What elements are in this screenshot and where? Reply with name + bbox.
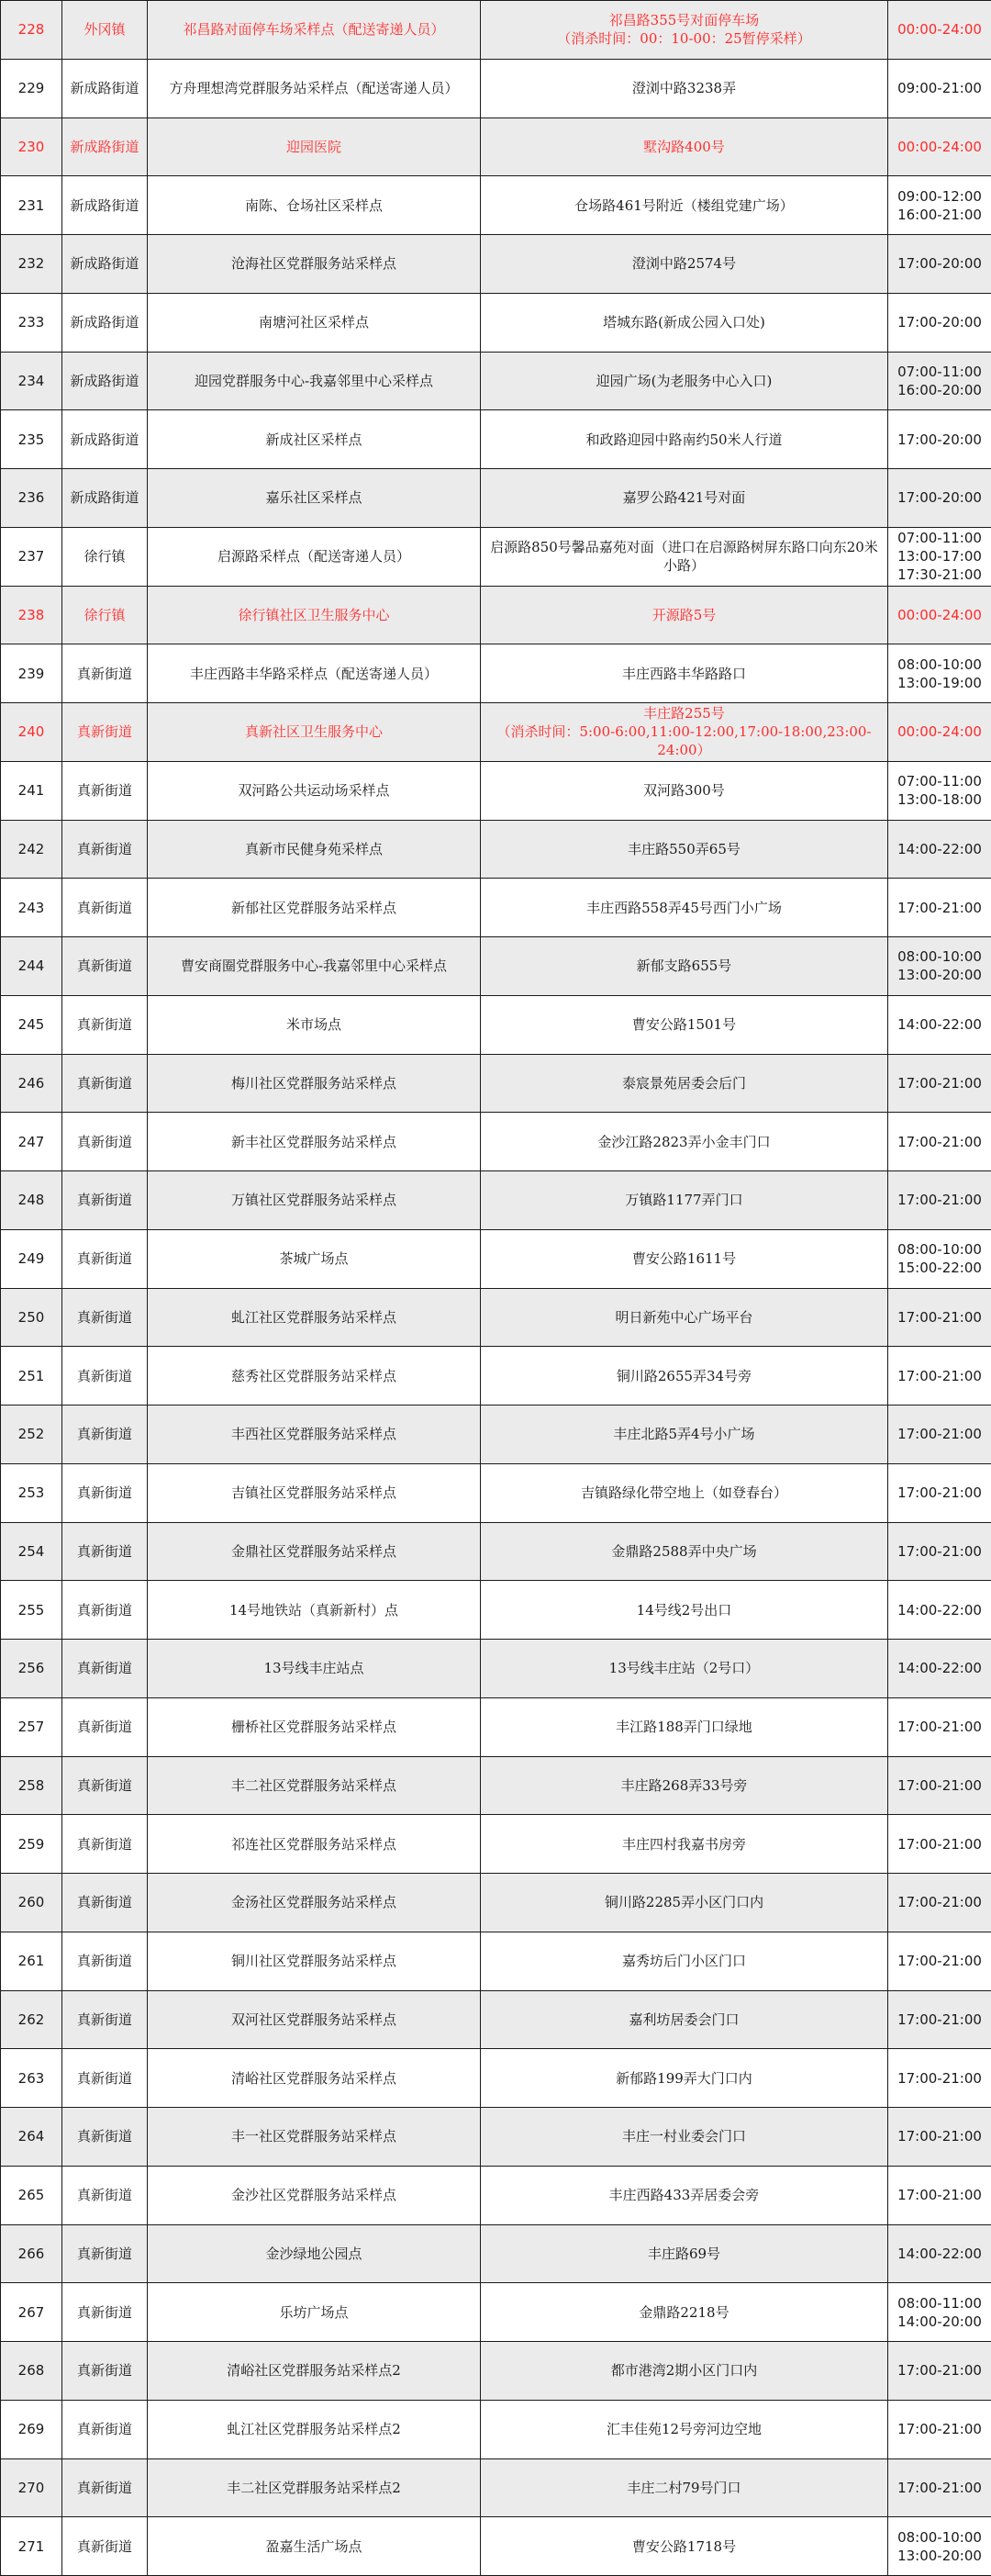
opening-hours-cell: 14:00-22:00 (888, 1581, 991, 1640)
opening-hours-cell: 00:00-24:00 (888, 118, 991, 176)
opening-hours-cell: 17:00-20:00 (888, 293, 991, 352)
opening-hours-cell: 17:00-21:00 (888, 1113, 991, 1171)
opening-hours-cell: 17:00-20:00 (888, 469, 991, 528)
town-cell: 真新街道 (62, 879, 148, 937)
site-number-cell: 253 (1, 1463, 62, 1522)
town-cell: 真新街道 (62, 2517, 148, 2576)
table-row (1, 1522, 991, 1581)
opening-hours-cell: 17:00-21:00 (888, 1522, 991, 1581)
address-cell: 铜川路2655弄34号旁 (481, 1347, 888, 1406)
site-number-cell: 232 (1, 235, 62, 294)
town-cell: 真新街道 (62, 1347, 148, 1406)
site-name-cell: 盈嘉生活广场点 (148, 2517, 481, 2576)
address-cell: 和政路迎园中路南约50米人行道 (481, 410, 888, 469)
table-row (1, 1932, 991, 1990)
site-number-cell: 261 (1, 1932, 62, 1990)
table-row (1, 761, 991, 820)
table-row (1, 2283, 991, 2342)
site-name-cell: 祁昌路对面停车场采样点（配送寄递人员） (148, 1, 481, 60)
site-number-cell: 234 (1, 352, 62, 410)
site-name-cell: 新成社区采样点 (148, 410, 481, 469)
site-name-cell: 金鼎社区党群服务站采样点 (148, 1522, 481, 1581)
address-cell: 嘉秀坊后门小区门口 (481, 1932, 888, 1990)
town-cell: 徐行镇 (62, 527, 148, 586)
site-number-cell: 260 (1, 1874, 62, 1932)
table-row (1, 410, 991, 469)
opening-hours-cell: 09:00-12:00 16:00-21:00 (888, 176, 991, 235)
address-cell: 丰庄路550弄65号 (481, 820, 888, 879)
table-row (1, 1697, 991, 1756)
table-row (1, 2108, 991, 2167)
table-row (1, 1581, 991, 1640)
site-name-cell: 沧海社区党群服务站采样点 (148, 235, 481, 294)
address-cell: 丰庄路268弄33号旁 (481, 1756, 888, 1815)
site-name-cell: 丰庄西路丰华路采样点（配送寄递人员） (148, 644, 481, 703)
site-name-cell: 丰一社区党群服务站采样点 (148, 2108, 481, 2167)
address-cell: 丰庄四村我嘉书房旁 (481, 1815, 888, 1874)
opening-hours-cell: 00:00-24:00 (888, 586, 991, 644)
town-cell: 真新街道 (62, 2342, 148, 2401)
site-name-cell: 虬江社区党群服务站采样点 (148, 1288, 481, 1347)
site-name-cell: 金沙社区党群服务站采样点 (148, 2166, 481, 2224)
site-number-cell: 238 (1, 586, 62, 644)
town-cell: 真新街道 (62, 937, 148, 996)
site-name-cell: 双河路公共运动场采样点 (148, 761, 481, 820)
town-cell: 真新街道 (62, 761, 148, 820)
site-number-cell: 248 (1, 1171, 62, 1230)
table-row (1, 644, 991, 703)
site-name-cell: 清峪社区党群服务站采样点 (148, 2049, 481, 2108)
table-row (1, 937, 991, 996)
address-cell: 铜川路2285弄小区门口内 (481, 1874, 888, 1932)
opening-hours-cell: 00:00-24:00 (888, 703, 991, 762)
address-cell: 塔城东路(新成公园入口处) (481, 293, 888, 352)
opening-hours-cell: 14:00-22:00 (888, 1640, 991, 1698)
town-cell: 真新街道 (62, 1697, 148, 1756)
site-number-cell: 268 (1, 2342, 62, 2401)
site-number-cell: 270 (1, 2458, 62, 2517)
site-number-cell: 266 (1, 2224, 62, 2283)
table-row (1, 820, 991, 879)
address-cell: 万镇路1177弄门口 (481, 1171, 888, 1230)
site-number-cell: 245 (1, 995, 62, 1054)
site-number-cell: 235 (1, 410, 62, 469)
address-cell: 墅沟路400号 (481, 118, 888, 176)
opening-hours-cell: 17:00-21:00 (888, 2049, 991, 2108)
address-cell: 吉镇路绿化带空地上（如登春台） (481, 1463, 888, 1522)
site-name-cell: 清峪社区党群服务站采样点2 (148, 2342, 481, 2401)
site-name-cell: 14号地铁站（真新新村）点 (148, 1581, 481, 1640)
opening-hours-cell: 17:00-21:00 (888, 2108, 991, 2167)
site-name-cell: 丰二社区党群服务站采样点 (148, 1756, 481, 1815)
site-number-cell: 236 (1, 469, 62, 528)
table-row (1, 1288, 991, 1347)
opening-hours-cell: 07:00-11:00 13:00-18:00 (888, 761, 991, 820)
address-cell: 金鼎路2588弄中央广场 (481, 1522, 888, 1581)
town-cell: 新成路街道 (62, 59, 148, 118)
address-cell: 曹安公路1501号 (481, 995, 888, 1054)
site-name-cell: 万镇社区党群服务站采样点 (148, 1171, 481, 1230)
opening-hours-cell: 17:00-21:00 (888, 1463, 991, 1522)
address-cell: 嘉罗公路421号对面 (481, 469, 888, 528)
town-cell: 真新街道 (62, 1815, 148, 1874)
table-row (1, 586, 991, 644)
opening-hours-cell: 17:00-21:00 (888, 1932, 991, 1990)
table-row (1, 469, 991, 528)
table-row (1, 1054, 991, 1113)
site-name-cell: 南陈、仓场社区采样点 (148, 176, 481, 235)
table-row (1, 59, 991, 118)
opening-hours-cell: 14:00-22:00 (888, 2224, 991, 2283)
table-row (1, 1463, 991, 1522)
table-row (1, 2049, 991, 2108)
opening-hours-cell: 17:00-21:00 (888, 1171, 991, 1230)
site-number-cell: 246 (1, 1054, 62, 1113)
site-number-cell: 265 (1, 2166, 62, 2224)
opening-hours-cell: 17:00-21:00 (888, 2458, 991, 2517)
table-row (1, 1874, 991, 1932)
town-cell: 真新街道 (62, 1874, 148, 1932)
town-cell: 新成路街道 (62, 293, 148, 352)
opening-hours-cell: 09:00-21:00 (888, 59, 991, 118)
opening-hours-cell: 14:00-22:00 (888, 995, 991, 1054)
town-cell: 真新街道 (62, 2049, 148, 2108)
opening-hours-cell: 17:00-21:00 (888, 1054, 991, 1113)
opening-hours-cell: 08:00-10:00 13:00-19:00 (888, 644, 991, 703)
town-cell: 真新街道 (62, 1990, 148, 2049)
table-row (1, 235, 991, 294)
town-cell: 新成路街道 (62, 410, 148, 469)
site-name-cell: 徐行镇社区卫生服务中心 (148, 586, 481, 644)
opening-hours-cell: 14:00-22:00 (888, 820, 991, 879)
site-name-cell: 米市场点 (148, 995, 481, 1054)
table-row (1, 879, 991, 937)
opening-hours-cell: 17:00-21:00 (888, 1815, 991, 1874)
site-number-cell: 228 (1, 1, 62, 60)
site-number-cell: 252 (1, 1406, 62, 1464)
address-cell: 丰庄一村业委会门口 (481, 2108, 888, 2167)
site-number-cell: 243 (1, 879, 62, 937)
town-cell: 真新街道 (62, 703, 148, 762)
opening-hours-cell: 17:00-21:00 (888, 2166, 991, 2224)
address-cell: 澄浏中路3238弄 (481, 59, 888, 118)
table-row (1, 1406, 991, 1464)
town-cell: 真新街道 (62, 995, 148, 1054)
opening-hours-cell: 07:00-11:00 13:00-17:00 17:30-21:00 (888, 527, 991, 586)
opening-hours-cell: 17:00-21:00 (888, 1990, 991, 2049)
site-name-cell: 南塘河社区采样点 (148, 293, 481, 352)
address-cell: 祁昌路355号对面停车场 （消杀时间：00：10-00：25暂停采样） (481, 1, 888, 60)
opening-hours-cell: 17:00-21:00 (888, 1874, 991, 1932)
opening-hours-cell: 08:00-11:00 14:00-20:00 (888, 2283, 991, 2342)
town-cell: 真新街道 (62, 1640, 148, 1698)
address-cell: 双河路300号 (481, 761, 888, 820)
address-cell: 开源路5号 (481, 586, 888, 644)
address-cell: 泰宸景苑居委会后门 (481, 1054, 888, 1113)
site-name-cell: 丰二社区党群服务站采样点2 (148, 2458, 481, 2517)
address-cell: 丰庄路255号 （消杀时间：5:00-6:00,11:00-12:00,17:00-18:00,23:00-24:00） (481, 703, 888, 762)
address-cell: 新郁支路655号 (481, 937, 888, 996)
opening-hours-cell: 17:00-21:00 (888, 1347, 991, 1406)
site-number-cell: 262 (1, 1990, 62, 2049)
site-name-cell: 铜川社区党群服务站采样点 (148, 1932, 481, 1990)
address-cell: 迎园广场(为老服务中心入口) (481, 352, 888, 410)
site-number-cell: 257 (1, 1697, 62, 1756)
site-name-cell: 新丰社区党群服务站采样点 (148, 1113, 481, 1171)
town-cell: 真新街道 (62, 1932, 148, 1990)
table-row (1, 1113, 991, 1171)
address-cell: 明日新苑中心广场平台 (481, 1288, 888, 1347)
address-cell: 都市港湾2期小区门口内 (481, 2342, 888, 2401)
table-row (1, 352, 991, 410)
town-cell: 真新街道 (62, 1406, 148, 1464)
town-cell: 真新街道 (62, 2166, 148, 2224)
table-row (1, 527, 991, 586)
site-number-cell: 237 (1, 527, 62, 586)
town-cell: 真新街道 (62, 1756, 148, 1815)
table-row (1, 2224, 991, 2283)
town-cell: 外冈镇 (62, 1, 148, 60)
site-number-cell: 231 (1, 176, 62, 235)
table-row (1, 1229, 991, 1288)
opening-hours-cell: 07:00-11:00 16:00-20:00 (888, 352, 991, 410)
site-number-cell: 256 (1, 1640, 62, 1698)
opening-hours-cell: 17:00-21:00 (888, 2400, 991, 2458)
site-name-cell: 虬江社区党群服务站采样点2 (148, 2400, 481, 2458)
site-number-cell: 241 (1, 761, 62, 820)
site-name-cell: 梅川社区党群服务站采样点 (148, 1054, 481, 1113)
town-cell: 真新街道 (62, 1229, 148, 1288)
table-row (1, 1640, 991, 1698)
address-cell: 丰庄路69号 (481, 2224, 888, 2283)
opening-hours-cell: 08:00-10:00 13:00-20:00 (888, 2517, 991, 2576)
site-number-cell: 269 (1, 2400, 62, 2458)
address-cell: 嘉利坊居委会门口 (481, 1990, 888, 2049)
address-cell: 丰庄西路433弄居委会旁 (481, 2166, 888, 2224)
town-cell: 真新街道 (62, 1054, 148, 1113)
town-cell: 新成路街道 (62, 118, 148, 176)
site-number-cell: 264 (1, 2108, 62, 2167)
site-name-cell: 迎园党群服务中心-我嘉邻里中心采样点 (148, 352, 481, 410)
opening-hours-cell: 17:00-21:00 (888, 1406, 991, 1464)
site-name-cell: 新郁社区党群服务站采样点 (148, 879, 481, 937)
address-cell: 丰庄二村79号门口 (481, 2458, 888, 2517)
town-cell: 真新街道 (62, 1288, 148, 1347)
table-row (1, 1815, 991, 1874)
site-name-cell: 金沙绿地公园点 (148, 2224, 481, 2283)
address-cell: 启源路850号馨品嘉苑对面（进口在启源路树屏东路口向东20米小路） (481, 527, 888, 586)
address-cell: 13号线丰庄站（2号口） (481, 1640, 888, 1698)
table-row (1, 176, 991, 235)
site-name-cell: 茶城广场点 (148, 1229, 481, 1288)
site-name-cell: 慈秀社区党群服务站采样点 (148, 1347, 481, 1406)
address-cell: 金沙江路2823弄小金丰门口 (481, 1113, 888, 1171)
town-cell: 真新街道 (62, 2108, 148, 2167)
address-cell: 汇丰佳苑12号旁河边空地 (481, 2400, 888, 2458)
site-number-cell: 267 (1, 2283, 62, 2342)
table-row (1, 293, 991, 352)
site-number-cell: 255 (1, 1581, 62, 1640)
site-number-cell: 239 (1, 644, 62, 703)
opening-hours-cell: 17:00-21:00 (888, 1288, 991, 1347)
address-cell: 曹安公路1718号 (481, 2517, 888, 2576)
site-number-cell: 263 (1, 2049, 62, 2108)
opening-hours-cell: 17:00-21:00 (888, 2342, 991, 2401)
opening-hours-cell: 17:00-21:00 (888, 1697, 991, 1756)
opening-hours-cell: 08:00-10:00 13:00-20:00 (888, 937, 991, 996)
site-number-cell: 229 (1, 59, 62, 118)
town-cell: 徐行镇 (62, 586, 148, 644)
site-number-cell: 259 (1, 1815, 62, 1874)
town-cell: 真新街道 (62, 1463, 148, 1522)
address-cell: 仓场路461号附近（楼组党建广场） (481, 176, 888, 235)
opening-hours-cell: 17:00-20:00 (888, 235, 991, 294)
table-row (1, 2458, 991, 2517)
site-number-cell: 271 (1, 2517, 62, 2576)
town-cell: 真新街道 (62, 2400, 148, 2458)
address-cell: 丰江路188弄门口绿地 (481, 1697, 888, 1756)
site-number-cell: 230 (1, 118, 62, 176)
table-row (1, 2400, 991, 2458)
opening-hours-cell: 00:00-24:00 (888, 1, 991, 60)
site-number-cell: 254 (1, 1522, 62, 1581)
site-name-cell: 丰西社区党群服务站采样点 (148, 1406, 481, 1464)
site-name-cell: 金汤社区党群服务站采样点 (148, 1874, 481, 1932)
site-name-cell: 嘉乐社区采样点 (148, 469, 481, 528)
table-body (1, 1, 991, 2576)
table-row (1, 1171, 991, 1230)
town-cell: 新成路街道 (62, 235, 148, 294)
site-name-cell: 双河社区党群服务站采样点 (148, 1990, 481, 2049)
town-cell: 真新街道 (62, 1522, 148, 1581)
site-number-cell: 250 (1, 1288, 62, 1347)
address-cell: 14号线2号出口 (481, 1581, 888, 1640)
table-row (1, 1347, 991, 1406)
site-name-cell: 真新市民健身苑采样点 (148, 820, 481, 879)
address-cell: 丰庄北路5弄4号小广场 (481, 1406, 888, 1464)
town-cell: 新成路街道 (62, 176, 148, 235)
table-row (1, 2342, 991, 2401)
site-name-cell: 迎园医院 (148, 118, 481, 176)
town-cell: 真新街道 (62, 1581, 148, 1640)
address-cell: 澄浏中路2574号 (481, 235, 888, 294)
site-name-cell: 吉镇社区党群服务站采样点 (148, 1463, 481, 1522)
town-cell: 真新街道 (62, 820, 148, 879)
opening-hours-cell: 08:00-10:00 15:00-22:00 (888, 1229, 991, 1288)
site-number-cell: 249 (1, 1229, 62, 1288)
site-name-cell: 乐坊广场点 (148, 2283, 481, 2342)
site-number-cell: 242 (1, 820, 62, 879)
address-cell: 曹安公路1611号 (481, 1229, 888, 1288)
site-name-cell: 祁连社区党群服务站采样点 (148, 1815, 481, 1874)
town-cell: 真新街道 (62, 2283, 148, 2342)
town-cell: 真新街道 (62, 1171, 148, 1230)
table-row (1, 118, 991, 176)
site-number-cell: 233 (1, 293, 62, 352)
town-cell: 真新街道 (62, 2224, 148, 2283)
table-row (1, 2166, 991, 2224)
table-row (1, 703, 991, 762)
opening-hours-cell: 17:00-20:00 (888, 410, 991, 469)
site-name-cell: 真新社区卫生服务中心 (148, 703, 481, 762)
town-cell: 真新街道 (62, 644, 148, 703)
site-name-cell: 方舟理想湾党群服务站采样点（配送寄递人员） (148, 59, 481, 118)
opening-hours-cell: 17:00-21:00 (888, 879, 991, 937)
table-row (1, 2517, 991, 2576)
site-number-cell: 258 (1, 1756, 62, 1815)
table-row (1, 1990, 991, 2049)
town-cell: 真新街道 (62, 1113, 148, 1171)
site-name-cell: 曹安商圈党群服务中心-我嘉邻里中心采样点 (148, 937, 481, 996)
table-row (1, 1, 991, 60)
site-number-cell: 251 (1, 1347, 62, 1406)
table-row (1, 995, 991, 1054)
site-number-cell: 244 (1, 937, 62, 996)
site-number-cell: 240 (1, 703, 62, 762)
town-cell: 新成路街道 (62, 469, 148, 528)
address-cell: 金鼎路2218号 (481, 2283, 888, 2342)
table-row (1, 1756, 991, 1815)
opening-hours-cell: 17:00-21:00 (888, 1756, 991, 1815)
site-name-cell: 启源路采样点（配送寄递人员） (148, 527, 481, 586)
town-cell: 新成路街道 (62, 352, 148, 410)
site-name-cell: 13号线丰庄站点 (148, 1640, 481, 1698)
address-cell: 丰庄西路558弄45号西门小广场 (481, 879, 888, 937)
town-cell: 真新街道 (62, 2458, 148, 2517)
address-cell: 丰庄西路丰华路路口 (481, 644, 888, 703)
address-cell: 新郁路199弄大门口内 (481, 2049, 888, 2108)
site-number-cell: 247 (1, 1113, 62, 1171)
site-name-cell: 栅桥社区党群服务站采样点 (148, 1697, 481, 1756)
